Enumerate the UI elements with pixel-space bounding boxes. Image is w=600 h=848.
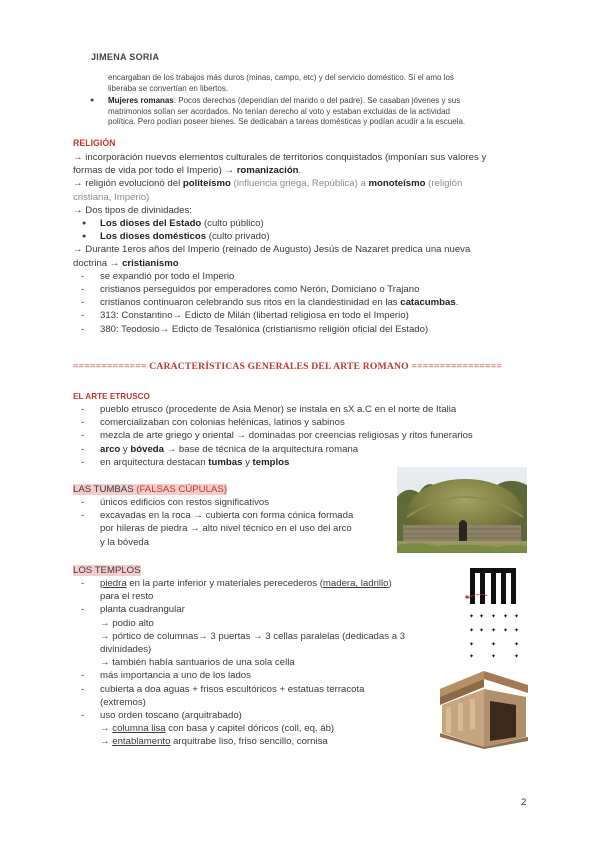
svg-text:✦: ✦: [479, 613, 485, 620]
temple-floor-plan: [458, 564, 528, 664]
author-header: JIMENA SORIA: [91, 52, 160, 62]
svg-text:✦: ✦: [491, 641, 497, 648]
svg-text:✦: ✦: [503, 627, 509, 634]
svg-text:✦: ✦: [514, 613, 520, 620]
svg-text:✦: ✦: [514, 641, 520, 648]
svg-text:✦: ✦: [514, 653, 520, 660]
religion-title: RELIGIÓN: [73, 138, 116, 148]
slaves-continuation: encargaban de los trabajos más duros (minas, campo, etc) y del servicio doméstico. Si el amo los liberaba se convertían en libertos.: [108, 73, 454, 93]
women-item: ● Mujeres romanas: Pocos derechos (dependían del marido o del padre). Se casaban jóvenes y sus matrimonios solían ser acordados. No tenían derecho al voto y estaban excluidas de la actividad política. Pero podían poseer bienes. Se dedicaban a tareas domésticas y podían acudir a la escuela.: [81, 96, 551, 128]
temples-list: - piedra en la parte inferior y materiales perecederos (madera, ladrillo) para el resto - planta cuadrangular → podio alto → pórtico de columnas→ 3 puertas → 3 cellas paralelas (dedicadas a 3 divinidades) → también había santuarios de una sola cella - más importancia a uno de los lados - cubierta a doa aguas + frisos escultóricos + estatuas terracota (extremos) - uso orden toscano (arquitrabado) → columna lisa con basa y capitel dóricos (coll, eq, áb) → entablamento arquitrabe liso, friso sencillo, cornisa: [73, 577, 433, 749]
svg-text:✦: ✦: [469, 653, 475, 660]
svg-text:✦: ✦: [469, 627, 475, 634]
etruscan-title: EL ARTE ETRUSCO: [73, 392, 150, 401]
svg-text:✦: ✦: [479, 627, 485, 634]
etruscan-list: - pueblo etrusco (procedente de Asia Menor) se instala en sX a.C en el norte de Italia - comercializaban con colonias helénicas, latinos y sabinos - mezcla de arte griego y oriental → dominadas por creencias religiosas y ritos funerarios - arco y bóveda → base de técnica de la arquitectura romana - en arquitectura destacan tumbas y templos: [73, 403, 543, 469]
section-banner: ============= CARACTERÍSTICAS GENERALES DEL ARTE ROMANO ================: [73, 361, 503, 372]
religion-section: → incorporación nuevos elementos culturales de territorios conquistados (imponían sus valores y formas de vida por todo el Imperio) → romanización. → religión evolucionó del politeísmo (influencia griega, República) a monoteísmo (religión cristiana, Imperio) → Dos tipos de divinidades: ● Los dioses del Estado (culto público) ● Los dioses domésticos (culto privado) → Durante 1eros años del Imperio (reinado de Augusto) Jesús de Nazaret predica una nueva doctrina → cristianismo - se expandió por todo el Imperio - cristianos perseguidos por emperadores como Nerón, Domiciano o Trajano - cristianos continuaron celebrando sus ritos en la clandestinidad en las catacumbas. - 313: Constantino→ Edicto de Milán (libertad religiosa en todo el Imperio) - 380: Teodosio→ Edicto de Tesalónica (cristianismo religión oficial del Estado): [73, 151, 543, 336]
temples-title: LOS TEMPLOS: [73, 565, 141, 576]
tombs-title: LAS TUMBAS (FALSAS CÚPULAS): [73, 484, 227, 495]
svg-text:✦: ✦: [503, 613, 509, 620]
page-number: 2: [521, 797, 527, 808]
svg-text:✦: ✦: [491, 627, 497, 634]
etruscan-temple-model-image: [432, 667, 532, 749]
svg-text:✦: ✦: [491, 653, 497, 660]
svg-text:✦: ✦: [491, 613, 497, 620]
svg-text:✦: ✦: [514, 627, 520, 634]
christianity-list: - se expandió por todo el Imperio - cristianos perseguidos por emperadores como Nerón, Domiciano o Trajano - cristianos continuaron celebrando sus ritos en la clandestinidad en las catacumbas. - 313: Constantino→ Edicto de Milán (libertad religiosa en todo el Imperio) - 380: Teodosio→ Edicto de Tesalónica (cristianismo religión oficial del Estado): [73, 270, 543, 336]
svg-text:✦: ✦: [469, 641, 475, 648]
svg-text:✦: ✦: [469, 613, 475, 620]
etruscan-tomb-image: [397, 467, 527, 553]
tombs-list: - únicos edificios con restos significativos - excavadas en la roca → cubierta con forma cónica formada por hileras de piedra → alto nivel técnico en el uso del arco y la bóveda: [73, 496, 393, 549]
divinities-list: ● Los dioses del Estado (culto público) ● Los dioses domésticos (culto privado): [73, 217, 543, 243]
